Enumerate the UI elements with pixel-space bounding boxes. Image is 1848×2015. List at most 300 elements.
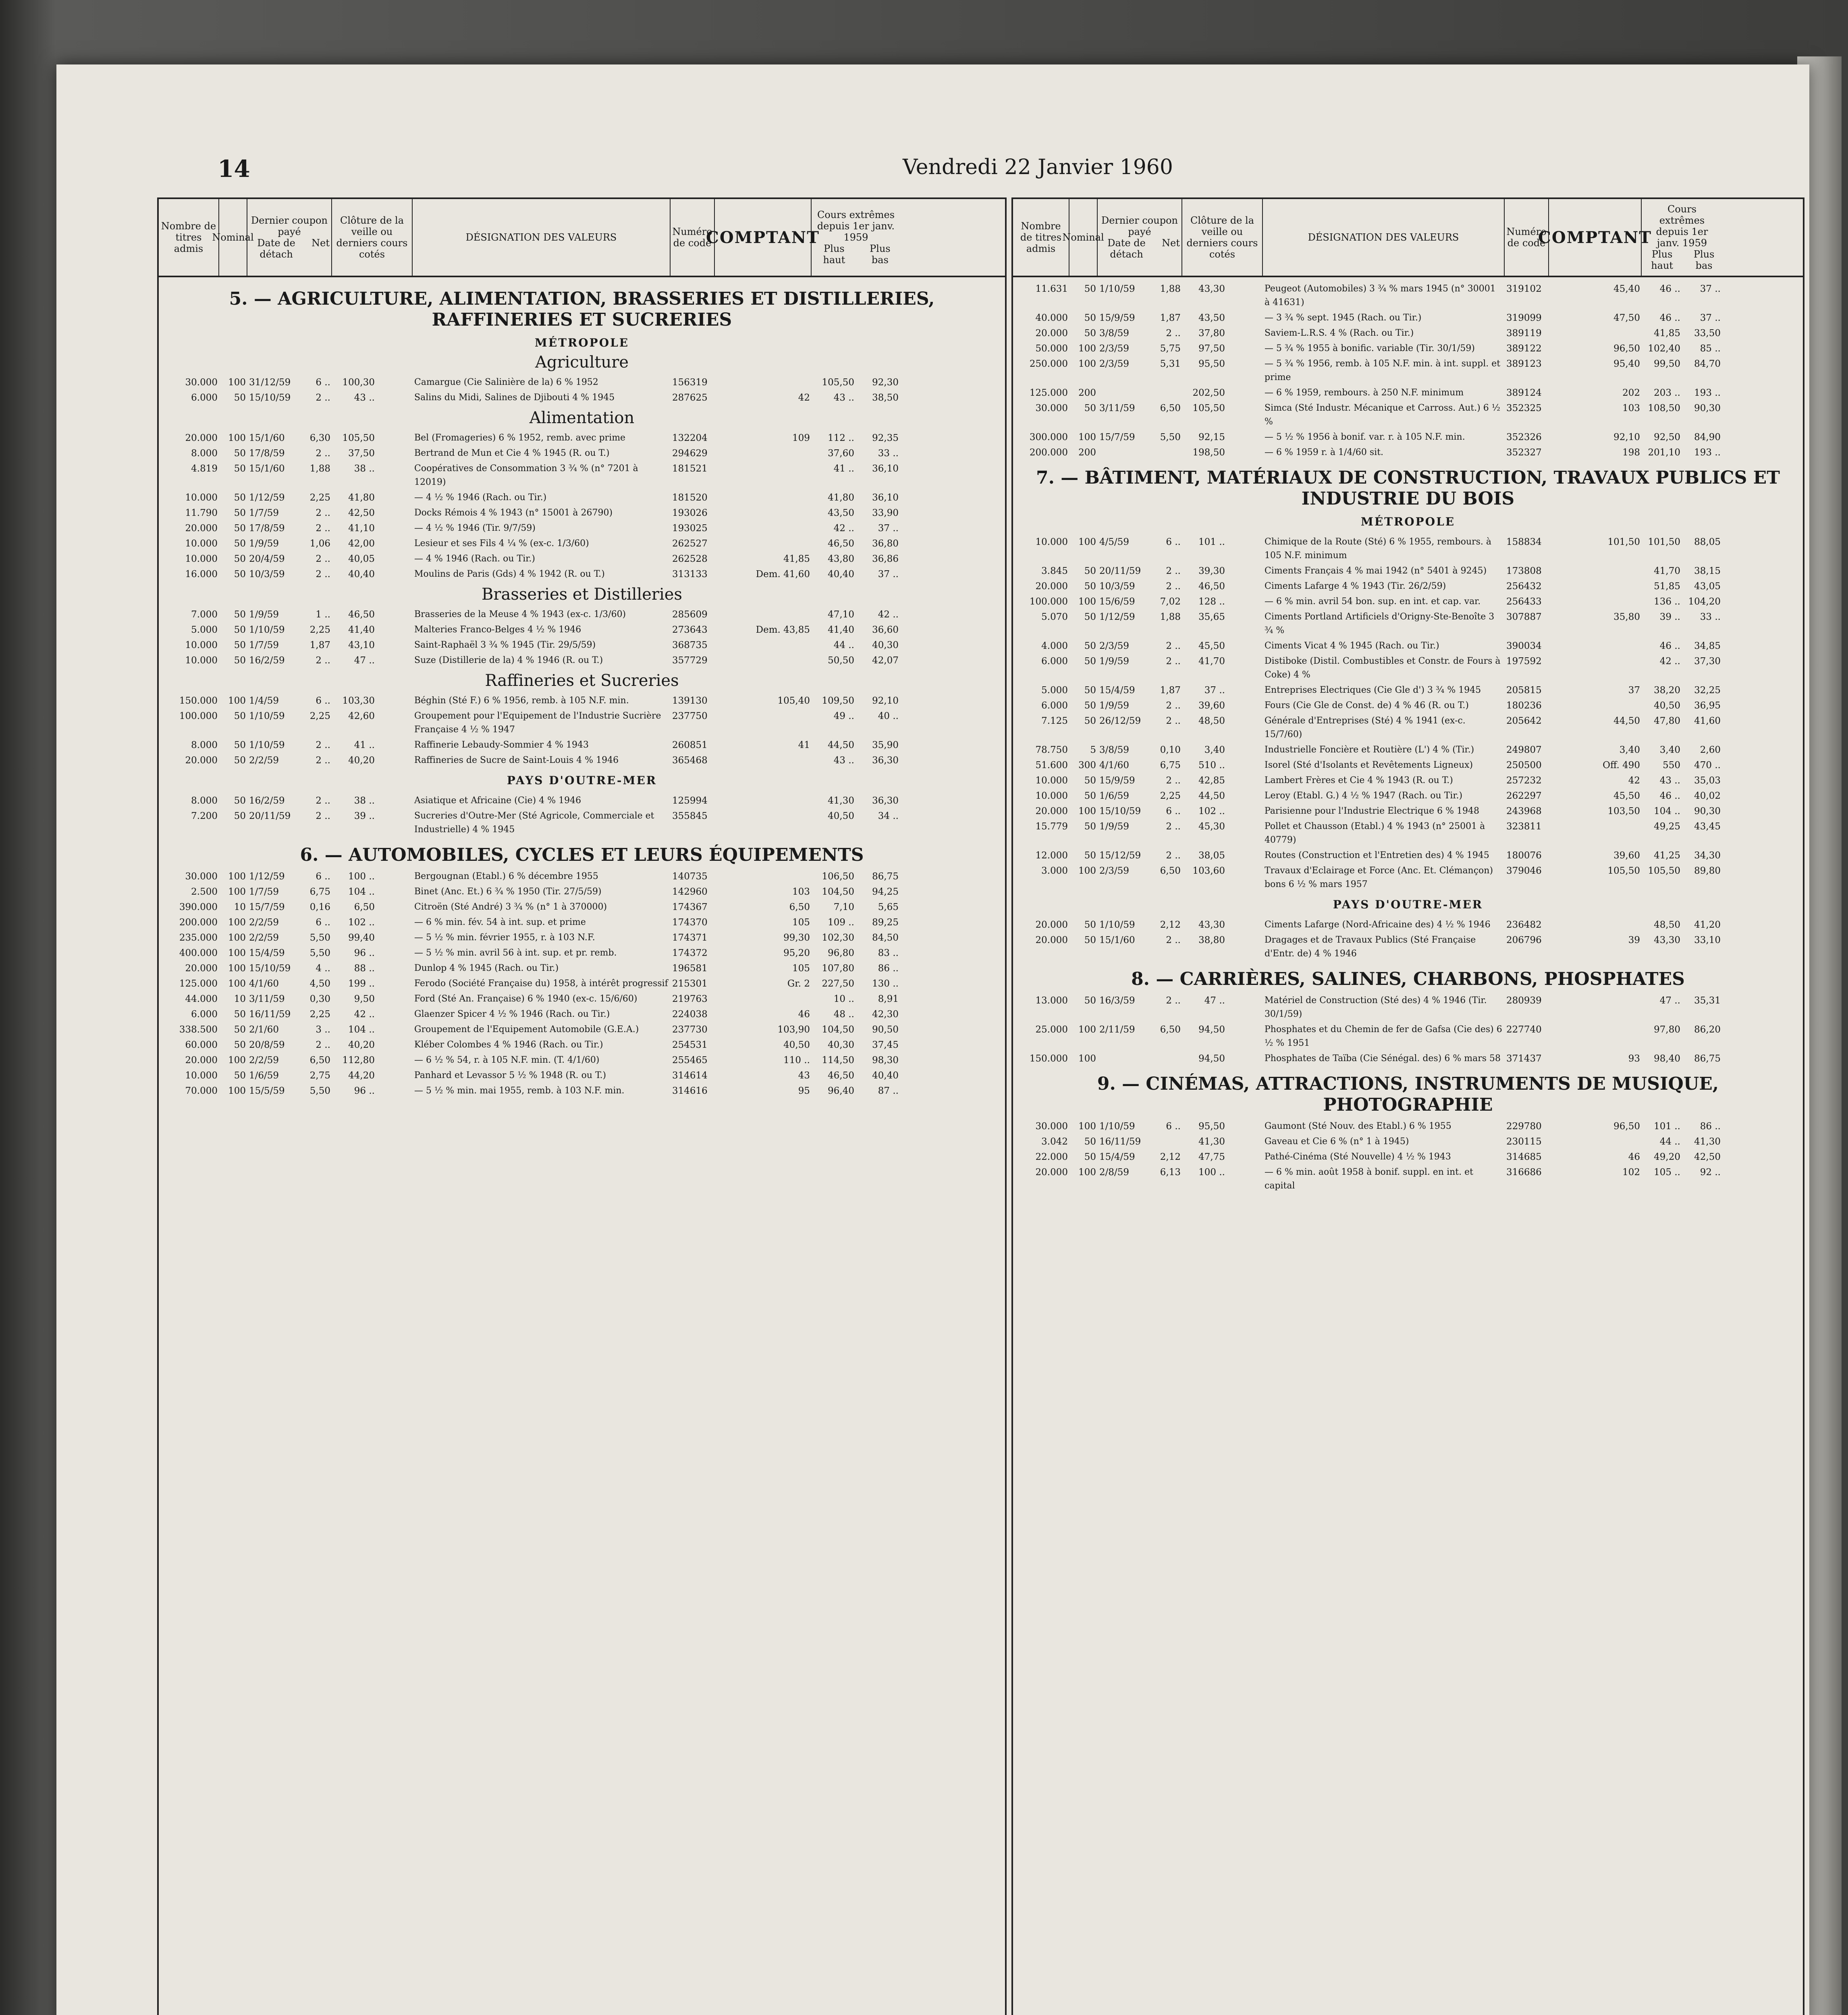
cell-plus-haut: 39 .. <box>1659 612 1680 622</box>
cell-cloture: 44,20 <box>348 1070 375 1081</box>
cell-nominal: 100 <box>228 1055 246 1066</box>
cell-net: 2 .. <box>316 393 330 403</box>
cell-nombre: 6.000 <box>191 393 218 403</box>
table-row <box>159 622 1005 638</box>
cell-code: 206796 <box>1506 935 1542 945</box>
cell-date: 15/6/59 <box>1099 596 1135 607</box>
cell-plus-haut: 107,80 <box>822 963 854 974</box>
cell-code: 125994 <box>672 796 708 806</box>
cell-plus-bas: 36,30 <box>872 755 899 766</box>
cell-date: 16/2/59 <box>249 655 285 666</box>
cell-designation: Groupement pour l'Equipement de l'Industrie Sucrière Française 4 ½ % 1947 <box>414 711 661 735</box>
cell-date: 1/10/59 <box>1099 920 1135 930</box>
cell-plus-haut: 105 .. <box>1654 1167 1680 1178</box>
cell-spacer <box>1227 918 1263 932</box>
cell-plus-bas: 98,30 <box>872 1055 899 1066</box>
cell-comptant: 103,50 <box>1607 806 1640 816</box>
cell-comptant: Dem. 43,85 <box>756 625 810 635</box>
cell-nombre: 125.000 <box>1029 388 1068 398</box>
cell-nombre: 8.000 <box>191 740 218 750</box>
table-row <box>1013 1165 1803 1194</box>
table-row <box>1013 933 1803 962</box>
region-outremer: PAYS D'OUTRE-MER <box>1333 898 1483 911</box>
cell-net: 2 .. <box>1166 716 1181 726</box>
cell-net: 6 .. <box>1166 806 1181 816</box>
cell-plus-haut: 227,50 <box>822 978 854 989</box>
cell-cloture: 104 .. <box>348 887 375 897</box>
cell-plus-bas: 35,03 <box>1694 775 1721 786</box>
cell-plus-haut: 108,50 <box>1648 403 1680 413</box>
cell-plus-haut: 44 .. <box>1659 1136 1680 1147</box>
cell-designation: — 6 % min. août 1958 à bonif. suppl. en int. et capital <box>1265 1167 1473 1191</box>
cell-code: 389123 <box>1506 359 1542 369</box>
cell-comptant: 103 <box>1622 403 1640 413</box>
cell-designation: Simca (Sté Industr. Mécanique et Carross. Aut.) 6 ½ % <box>1265 403 1501 427</box>
cell-nombre: 16.000 <box>185 569 218 580</box>
dernier-coupon-label: Dernier coupon payé <box>1101 215 1178 237</box>
table-row-group <box>159 793 1005 837</box>
cell-spacer <box>376 900 413 914</box>
cell-cloture: 38,05 <box>1198 850 1225 861</box>
page-header <box>56 155 1809 187</box>
cell-spacer <box>1227 683 1263 697</box>
cell-cloture: 46,50 <box>1198 581 1225 592</box>
cell-plus-haut: 97,80 <box>1654 1024 1680 1035</box>
cell-spacer <box>376 1069 413 1082</box>
table-row-group <box>159 607 1005 668</box>
cell-plus-haut: 49,20 <box>1654 1152 1680 1162</box>
cell-designation: Ford (Sté An. Française) 6 % 1940 (ex-c. 15/6/60) <box>414 994 637 1004</box>
cell-comptant: 202 <box>1622 388 1640 398</box>
cell-plus-haut: 105,50 <box>822 377 854 388</box>
cell-date: 1/7/59 <box>249 887 279 897</box>
cell-date <box>1098 1052 1146 1066</box>
cell-code: 132204 <box>672 433 708 443</box>
cell-code: 142960 <box>672 887 708 897</box>
cell-comptant <box>715 992 812 1006</box>
cell-plus-haut: 43,30 <box>1654 935 1680 945</box>
cell-plus-bas: 36,10 <box>872 463 899 474</box>
cell-plus-bas: 104,20 <box>1688 596 1721 607</box>
table-row <box>1013 281 1803 310</box>
cell-cloture: 43,50 <box>1198 313 1225 323</box>
cell-cloture: 94,50 <box>1198 1024 1225 1035</box>
cell-spacer <box>1227 446 1263 459</box>
cell-cloture: 96 .. <box>354 948 375 958</box>
table-row-group <box>1013 993 1803 1066</box>
cell-nombre: 10.000 <box>185 492 218 503</box>
table-row <box>159 976 1005 991</box>
cell-plus-haut: 101,50 <box>1648 537 1680 547</box>
cell-date: 15/10/59 <box>249 393 291 403</box>
cell-net: 2,75 <box>309 1070 330 1081</box>
cell-designation: Générale d'Entreprises (Sté) 4 % 1941 (ex-c. 15/7/60) <box>1265 716 1466 740</box>
cell-nominal: 50 <box>1084 935 1096 945</box>
cell-designation: Peugeot (Automobiles) 3 ¾ % mars 1945 (n° 30001 à 41631) <box>1265 284 1496 307</box>
cell-nominal: 100 <box>1078 806 1096 816</box>
cell-nombre: 30.000 <box>185 871 218 882</box>
cell-comptant <box>1549 326 1642 340</box>
cell-net: 6,50 <box>309 1055 330 1066</box>
cell-code: 180236 <box>1506 700 1542 711</box>
cell-designation: Ciments Lafarge 4 % 1943 (Tir. 26/2/59) <box>1265 581 1446 591</box>
cell-cloture: 99,40 <box>348 933 375 943</box>
cell-designation: Sucreries d'Outre-Mer (Sté Agricole, Commerciale et Industrielle) 4 % 1945 <box>414 811 654 835</box>
cell-designation: Gaveau et Cie 6 % (n° 1 à 1945) <box>1265 1136 1409 1147</box>
cell-plus-bas: 42 .. <box>878 609 899 620</box>
cell-nombre: 22.000 <box>1035 1152 1068 1162</box>
cell-code: 389119 <box>1506 328 1542 339</box>
table-row <box>1013 445 1803 460</box>
cell-comptant <box>715 447 812 460</box>
cell-net: 7,02 <box>1160 596 1181 607</box>
cell-cloture: 42,00 <box>348 538 375 549</box>
cell-plus-haut: 41,80 <box>828 492 854 503</box>
cell-date: 1/9/59 <box>249 538 279 549</box>
cell-spacer <box>376 391 413 405</box>
cell-date: 15/7/59 <box>249 902 285 912</box>
cell-nominal: 100 <box>1078 359 1096 369</box>
cell-date: 1/10/59 <box>1099 1121 1135 1132</box>
table-row <box>159 375 1005 390</box>
cell-net: 2,12 <box>1160 920 1181 930</box>
cell-designation: — 5 ¾ % 1956, remb. à 105 N.F. min. à int. suppl. et prime <box>1265 359 1501 382</box>
table-row <box>1013 563 1803 579</box>
cell-cloture: 39,60 <box>1198 700 1225 711</box>
cell-spacer <box>376 977 413 991</box>
cell-plus-bas: 86,20 <box>1694 1024 1721 1035</box>
col-cours-extremes <box>1642 199 1722 276</box>
cell-spacer <box>376 962 413 975</box>
cell-cloture: 43,10 <box>348 640 375 650</box>
cell-cloture: 510 .. <box>1198 760 1225 771</box>
cell-designation: — 4 ½ % 1946 (Tir. 9/7/59) <box>414 523 536 533</box>
cell-plus-bas: 41,30 <box>1694 1136 1721 1147</box>
cell-nombre: 4.000 <box>1041 641 1068 651</box>
cell-spacer <box>376 1008 413 1021</box>
cell-designation: Parisienne pour l'Industrie Electrique 6 % 1948 <box>1265 806 1480 816</box>
cell-cloture: 95,50 <box>1198 1121 1225 1132</box>
table-row <box>159 1083 1005 1099</box>
cell-nominal: 50 <box>234 569 246 580</box>
cell-designation: Industrielle Foncière et Routière (L') 4 % (Tir.) <box>1265 745 1474 755</box>
cell-nominal: 50 <box>234 811 246 821</box>
cell-spacer <box>1227 535 1263 563</box>
cell-plus-bas: 92,35 <box>872 433 899 443</box>
cell-comptant: Dem. 41,60 <box>756 569 810 580</box>
cell-designation: — 5 ½ % min. mai 1955, remb. à 103 N.F. min. <box>414 1086 625 1096</box>
cell-nominal: 50 <box>1084 685 1096 696</box>
cell-nominal: 10 <box>234 994 246 1004</box>
cell-net: 5,75 <box>1160 343 1181 354</box>
cell-designation: — 6 % 1959 r. à 1/4/60 sit. <box>1265 447 1384 457</box>
cell-code: 323811 <box>1506 821 1542 832</box>
cell-net: 5,50 <box>309 948 330 958</box>
col-dernier-coupon <box>247 199 332 276</box>
cell-net: 2,25 <box>309 1009 330 1020</box>
right-table-body <box>1013 277 1803 1194</box>
table-row <box>1013 993 1803 1022</box>
cell-code: 173808 <box>1506 566 1542 576</box>
cell-spacer <box>1227 994 1263 1021</box>
cell-comptant <box>715 608 812 621</box>
cell-plus-bas: 41,60 <box>1694 716 1721 726</box>
cell-net: 6,75 <box>1160 760 1181 771</box>
cell-nominal: 50 <box>234 755 246 766</box>
cell-net: 5,31 <box>1160 359 1181 369</box>
cell-nombre: 3.845 <box>1041 566 1068 576</box>
cell-plus-bas: 37 .. <box>1700 313 1721 323</box>
cell-date: 15/9/59 <box>1099 313 1135 323</box>
cell-plus-haut: 44 .. <box>833 640 854 650</box>
cell-net: 2 .. <box>1166 581 1181 592</box>
cell-comptant <box>715 709 812 737</box>
cell-date: 1/10/59 <box>249 740 285 750</box>
cell-spacer <box>376 567 413 581</box>
cell-spacer <box>1227 401 1263 429</box>
cell-code: 254531 <box>672 1040 708 1050</box>
cell-nominal: 50 <box>234 393 246 403</box>
cell-designation: Citroën (Sté André) 3 ¾ % (n° 1 à 370000) <box>414 902 607 912</box>
table-row <box>1013 848 1803 863</box>
cell-plus-bas: 89,25 <box>872 917 899 928</box>
left-table <box>157 197 1007 2015</box>
cell-nombre: 60.000 <box>185 1040 218 1050</box>
cell-nombre: 400.000 <box>179 948 218 958</box>
table-row <box>1013 579 1803 594</box>
section-8-title: 8. — CARRIÈRES, SALINES, CHARBONS, PHOSPHATES <box>1131 969 1685 989</box>
cell-designation: — 6 ½ % 54, r. à 105 N.F. min. (T. 4/1/60) <box>414 1055 600 1065</box>
cell-net: 2,12 <box>1160 1152 1181 1162</box>
cell-comptant <box>715 521 812 535</box>
cell-code: 262528 <box>672 554 708 564</box>
cell-nombre: 390.000 <box>179 902 218 912</box>
cell-date: 15/7/59 <box>1099 432 1135 442</box>
cell-cloture: 105,50 <box>1192 403 1225 413</box>
cell-net: 6,30 <box>309 433 330 443</box>
cell-net: 2 .. <box>316 1040 330 1050</box>
cell-code: 193025 <box>672 523 708 534</box>
cell-cloture: 39,30 <box>1198 566 1225 576</box>
cell-comptant <box>715 537 812 550</box>
section-5-title: 5. — AGRICULTURE, ALIMENTATION, BRASSERIES ET DISTILLERIES, RAFFINERIES ET SUCRERIES <box>229 289 935 330</box>
cell-date: 16/2/59 <box>249 796 285 806</box>
cell-spacer <box>376 537 413 550</box>
cell-comptant <box>1549 595 1642 609</box>
cell-nombre: 5.000 <box>1041 685 1068 696</box>
cell-nombre: 338.500 <box>179 1024 218 1035</box>
cell-nombre: 15.779 <box>1035 821 1068 832</box>
table-row <box>159 390 1005 405</box>
cell-nominal: 100 <box>228 933 246 943</box>
cell-plus-bas: 33,50 <box>1694 328 1721 339</box>
table-row-group <box>159 375 1005 405</box>
cell-plus-haut: 3,40 <box>1659 745 1680 755</box>
cell-plus-haut: 43 .. <box>833 393 854 403</box>
cell-comptant <box>715 870 812 883</box>
cell-date: 2/11/59 <box>1099 1024 1135 1035</box>
cell-plus-bas: 36,95 <box>1694 700 1721 711</box>
cell-nombre: 5.000 <box>191 625 218 635</box>
cell-cloture: 41,70 <box>1198 656 1225 667</box>
cell-plus-haut: 46 .. <box>1659 791 1680 801</box>
table-row <box>1013 742 1803 758</box>
cell-spacer <box>376 608 413 621</box>
cell-nombre: 12.000 <box>1035 850 1068 861</box>
cell-nombre: 6.000 <box>191 1009 218 1020</box>
cell-spacer <box>1227 804 1263 818</box>
cell-designation: Panhard et Levassor 5 ½ % 1948 (R. ou T.) <box>414 1070 606 1080</box>
cell-spacer <box>1227 820 1263 847</box>
cell-spacer <box>376 870 413 883</box>
cell-spacer <box>1227 758 1263 772</box>
cell-date: 1/9/59 <box>1099 821 1130 832</box>
cell-cloture: 40,20 <box>348 1040 375 1050</box>
cell-spacer <box>376 447 413 460</box>
cell-comptant <box>715 506 812 520</box>
cell-net: 1,88 <box>309 463 330 474</box>
cell-cloture: 104 .. <box>348 1024 375 1035</box>
cell-comptant: Off. 490 <box>1603 760 1640 771</box>
cell-cloture: 41,80 <box>348 492 375 503</box>
cell-nominal: 200 <box>1078 447 1096 458</box>
cell-nominal: 50 <box>234 554 246 564</box>
cell-plus-bas: 35,31 <box>1694 995 1721 1006</box>
cell-plus-haut: 10 .. <box>833 994 854 1004</box>
cell-nombre: 51.600 <box>1035 760 1068 771</box>
cell-comptant: 105,50 <box>1607 866 1640 876</box>
cell-code: 314616 <box>672 1086 708 1096</box>
cell-plus-bas: 130 .. <box>872 978 899 989</box>
cell-nominal: 50 <box>234 625 246 635</box>
table-row <box>159 505 1005 521</box>
table-row <box>159 1022 1005 1037</box>
cell-plus-haut: 102,30 <box>822 933 854 943</box>
cell-plus-haut: 49 .. <box>833 711 854 721</box>
cell-date: 1/10/59 <box>249 625 285 635</box>
cell-cloture: 198,50 <box>1192 447 1225 458</box>
table-row <box>159 1053 1005 1068</box>
table-row <box>1013 1051 1803 1066</box>
cell-spacer <box>376 709 413 737</box>
cell-cloture: 199 .. <box>348 978 375 989</box>
cell-cloture: 95,50 <box>1198 359 1225 369</box>
cell-designation: Dunlop 4 % 1945 (Rach. ou Tir.) <box>414 963 559 973</box>
cell-plus-haut: 48 .. <box>833 1009 854 1020</box>
cell-net: 6 .. <box>316 377 330 388</box>
cell-code: 181521 <box>672 463 708 474</box>
cell-plus-haut: 114,50 <box>822 1055 854 1066</box>
cell-net: 6,75 <box>309 887 330 897</box>
table-row <box>159 430 1005 446</box>
cell-code: 390034 <box>1506 641 1542 651</box>
cell-nombre: 100.000 <box>1029 596 1068 607</box>
cell-nominal: 50 <box>234 1009 246 1020</box>
table-row <box>159 708 1005 737</box>
cell-plus-haut: 40,50 <box>828 811 854 821</box>
cell-comptant <box>1549 994 1642 1021</box>
cell-plus-haut: 43,80 <box>828 554 854 564</box>
cell-nombre: 20.000 <box>185 433 218 443</box>
cell-cloture: 43,30 <box>1198 920 1225 930</box>
cell-plus-haut: 99,50 <box>1654 359 1680 369</box>
cell-cloture: 9,50 <box>354 994 375 1004</box>
cell-code: 230115 <box>1506 1136 1542 1147</box>
cell-spacer <box>1227 849 1263 862</box>
cell-designation: Kléber Colombes 4 % 1946 (Rach. ou Tir.) <box>414 1040 603 1050</box>
cell-nominal: 100 <box>228 433 246 443</box>
cell-designation: Binet (Anc. Et.) 6 ¾ % 1950 (Tir. 27/5/59) <box>414 887 602 897</box>
cell-date: 17/8/59 <box>249 448 285 459</box>
cell-designation: — 6 % min. fév. 54 à int. sup. et prime <box>414 917 586 927</box>
cell-cloture: 45,50 <box>1198 641 1225 651</box>
col-code: Numéro de code <box>1505 199 1549 276</box>
cell-plus-bas: 33,10 <box>1694 935 1721 945</box>
region-metropole: MÉTROPOLE <box>534 336 629 349</box>
cell-plus-haut: 48,50 <box>1654 920 1680 930</box>
cell-date: 1/7/59 <box>249 508 279 518</box>
right-table <box>1011 197 1804 2015</box>
net-label: Net <box>1162 237 1180 249</box>
col-comptant: COMPTANT <box>715 199 812 276</box>
cell-nominal: 50 <box>234 609 246 620</box>
cell-spacer <box>376 521 413 535</box>
date-detach-label: Date de détach <box>257 237 295 260</box>
cell-designation: — 5 ¾ % 1955 à bonific. variable (Tir. 30/1/59) <box>1265 343 1475 353</box>
cell-plus-haut: 47 .. <box>1659 995 1680 1006</box>
cell-code: 174371 <box>672 933 708 943</box>
cell-nombre: 4.819 <box>191 463 218 474</box>
cell-designation: Bergougnan (Etabl.) 6 % décembre 1955 <box>414 871 598 881</box>
cell-code: 174367 <box>672 902 708 912</box>
col-designation: DÉSIGNATION DES VALEURS <box>413 199 671 276</box>
cell-spacer <box>376 754 413 767</box>
col-cours-extremes <box>812 199 900 276</box>
right-table-header <box>1013 199 1803 277</box>
cell-date: 2/8/59 <box>1099 1167 1130 1178</box>
cell-nombre: 150.000 <box>179 696 218 706</box>
cell-date: 1/6/59 <box>249 1070 279 1081</box>
cell-plus-haut: 203 .. <box>1654 388 1680 398</box>
table-row <box>159 461 1005 490</box>
cell-nominal: 50 <box>234 740 246 750</box>
cell-comptant: 198 <box>1622 447 1640 458</box>
cell-net: 5,50 <box>309 933 330 943</box>
cell-nominal: 50 <box>1084 612 1096 622</box>
cell-nominal: 50 <box>234 523 246 534</box>
cell-comptant <box>1549 654 1642 682</box>
cell-nombre: 11.790 <box>185 508 218 518</box>
cell-nombre: 100.000 <box>179 711 218 721</box>
cell-spacer <box>1227 564 1263 578</box>
cell-date: 1/9/59 <box>1099 700 1130 711</box>
cell-spacer <box>1227 1165 1263 1193</box>
cell-designation: Travaux d'Eclairage et Force (Anc. Et. Clémançon) bons 6 ½ % mars 1957 <box>1265 866 1493 889</box>
cell-cloture: 42,50 <box>348 508 375 518</box>
cell-code: 181520 <box>672 492 708 503</box>
cell-nombre: 6.000 <box>1041 700 1068 711</box>
cell-designation: Groupement de l'Equipement Automobile (G.E.A.) <box>414 1024 639 1035</box>
cell-code: 357729 <box>672 655 708 666</box>
cell-cloture: 105,50 <box>342 433 375 443</box>
cell-comptant: Gr. 2 <box>787 978 810 989</box>
cell-nombre: 300.000 <box>1029 432 1068 442</box>
cell-net: 2 .. <box>316 508 330 518</box>
cell-comptant: 105 <box>792 917 810 928</box>
cell-plus-haut: 49,25 <box>1654 821 1680 832</box>
cell-cloture: 40,05 <box>348 554 375 564</box>
plus-bas-label: Plus bas <box>1693 249 1715 271</box>
